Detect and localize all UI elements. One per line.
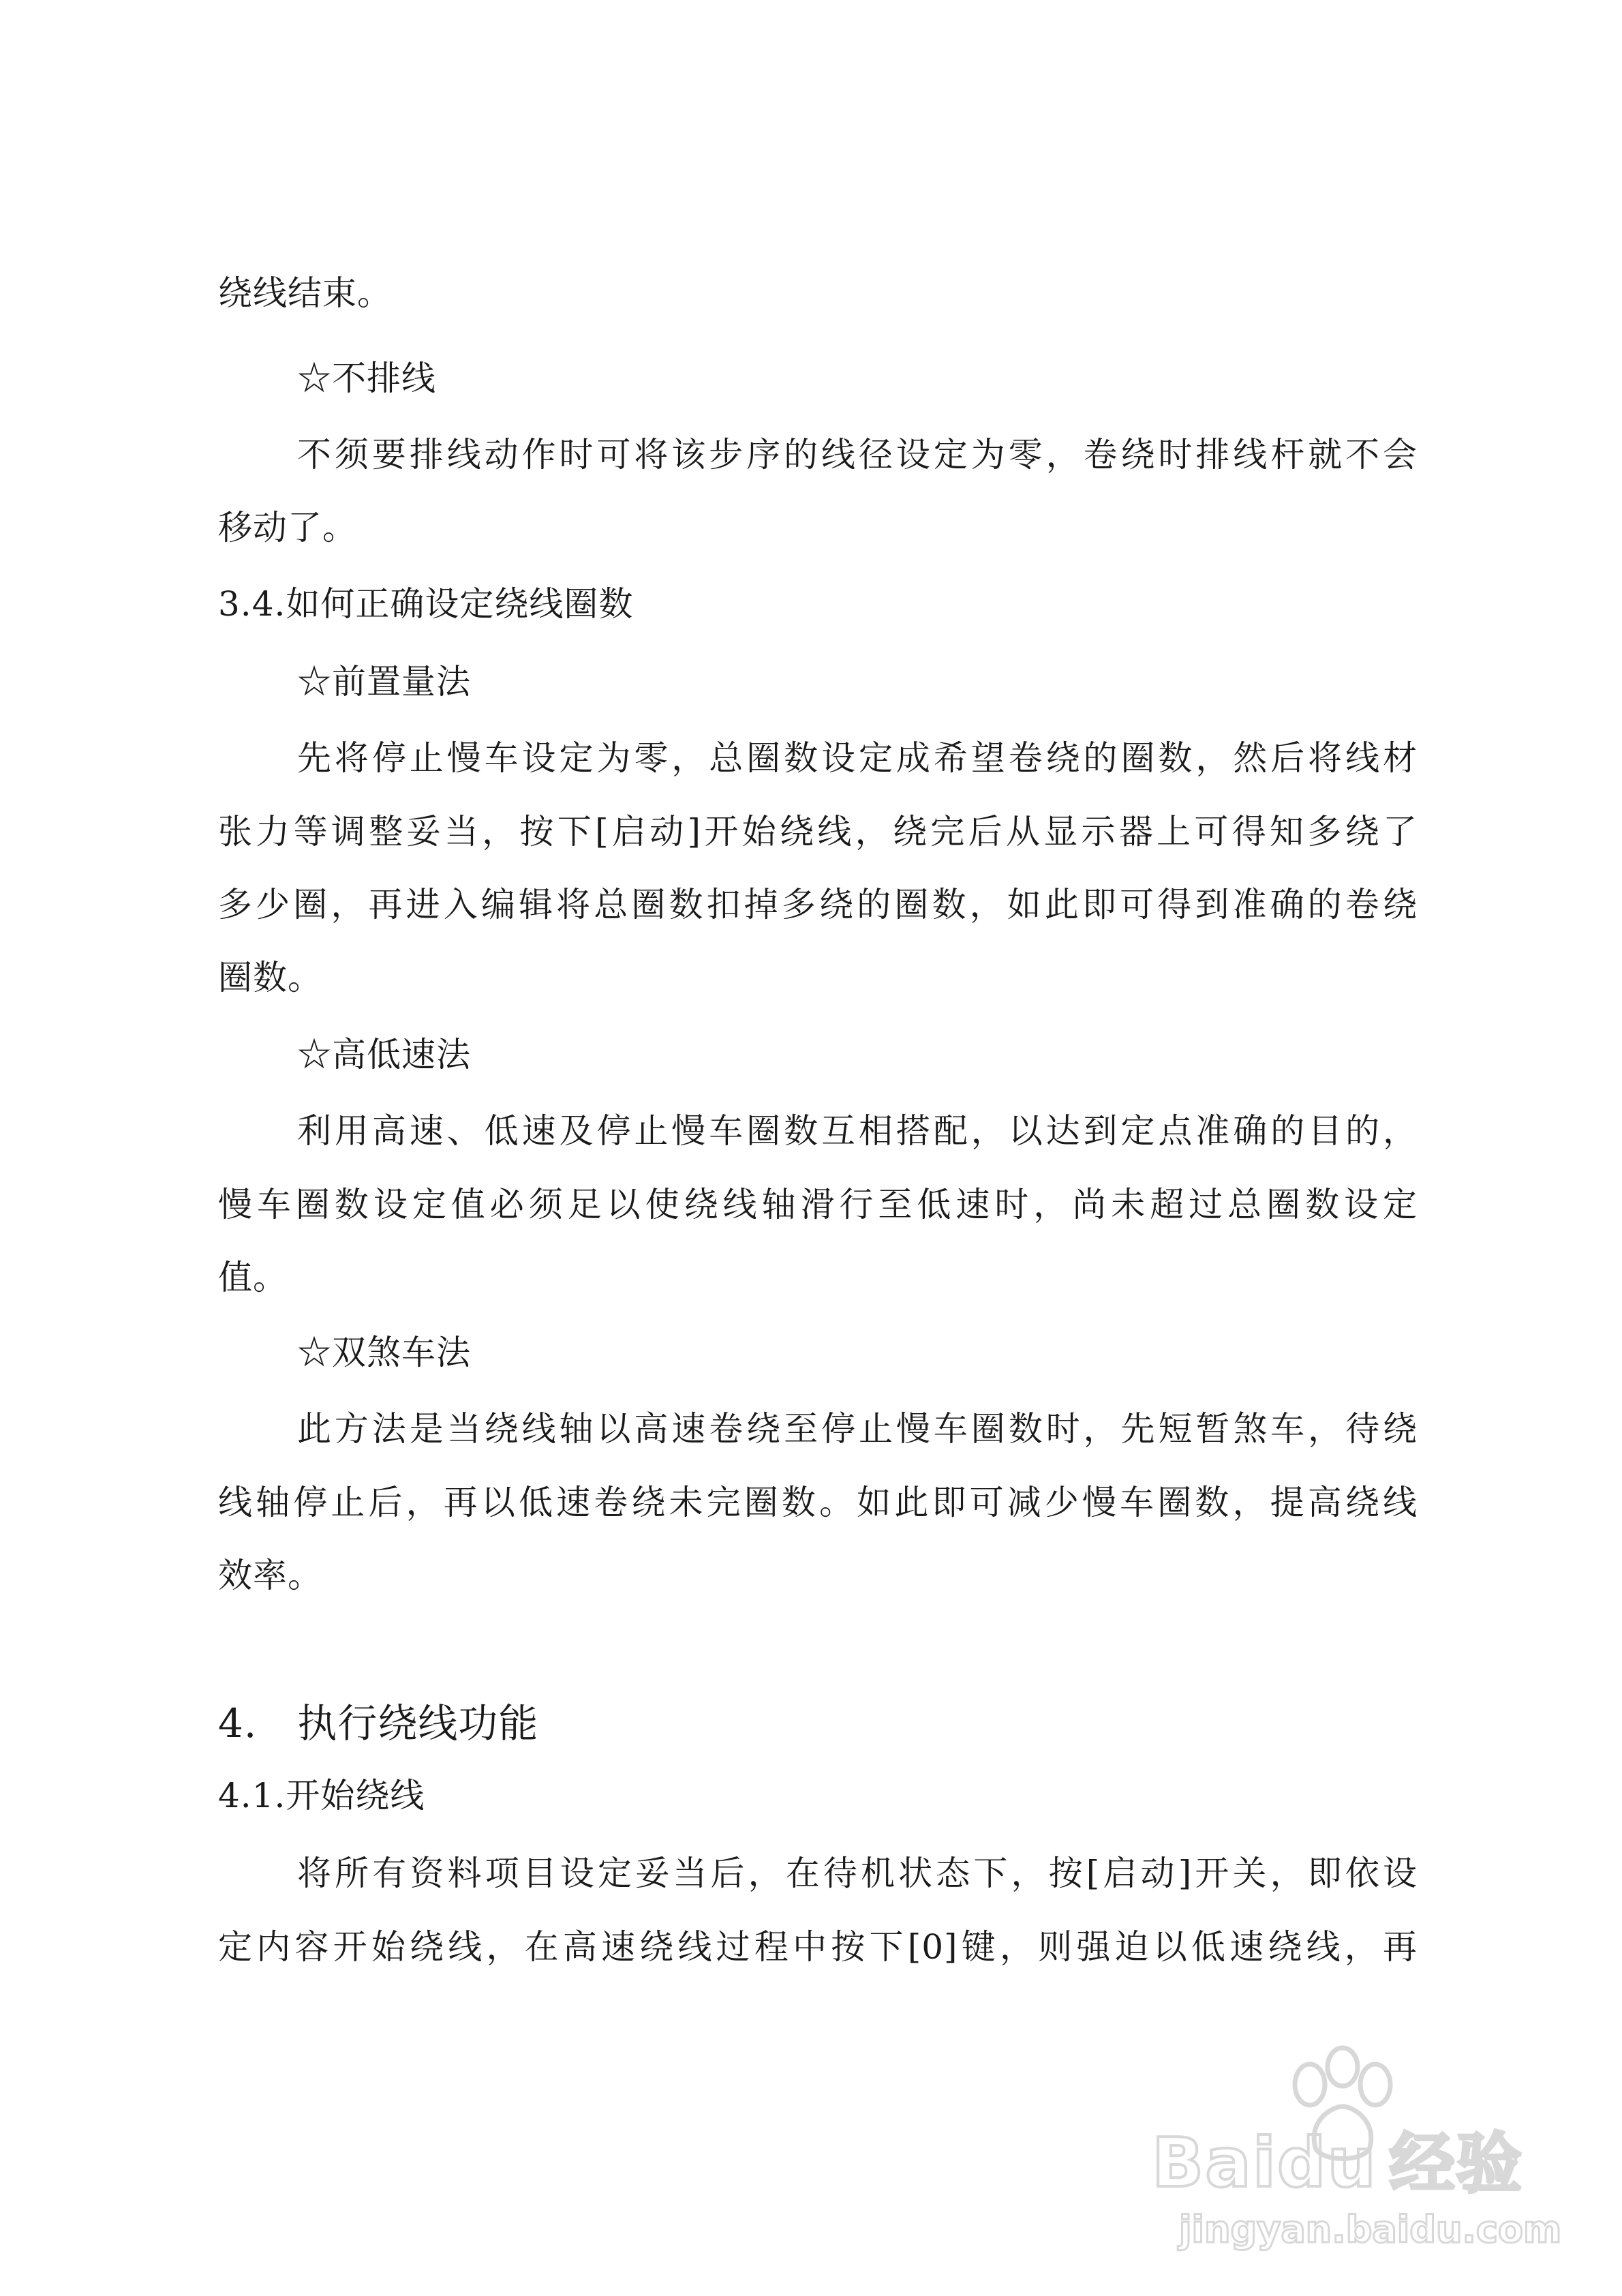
section-4-1-title: 4.1.开始绕线 <box>218 1776 425 1815</box>
baidu-jingyan-watermark <box>1152 2045 1562 2263</box>
watermark-brand <box>1152 2123 1533 2203</box>
text-line-7: 先将停止慢车设定为零，总圈数设定成希望卷绕的圈数，然后将线材 <box>297 738 1418 778</box>
section-4-title: 4. 执行绕线功能 <box>218 1700 539 1747</box>
text-line-12: 利用高速、低速及停止慢车圈数互相搭配，以达到定点准确的目的， <box>297 1111 1418 1151</box>
text-line-13: 慢车圈数设定值必须足以使绕线轴滑行至低速时，尚未超过总圈数设定 <box>218 1185 1418 1224</box>
text-line-14: 值。 <box>218 1258 288 1297</box>
text-line-3: 不须要排线动作时可将该步序的线径设定为零，卷绕时排线杆就不会 <box>297 435 1418 474</box>
watermark-brand-du: du <box>1276 2123 1377 2203</box>
heading-preset-method: ☆前置量法 <box>297 662 471 701</box>
text-line-10: 圈数。 <box>218 958 322 997</box>
heading-high-low-speed-method: ☆高低速法 <box>297 1035 471 1074</box>
section-3-4-title: 3.4.如何正确设定绕线圈数 <box>218 584 634 624</box>
text-line-9: 多少圈，再进入编辑将总圈数扣掉多绕的圈数，如此即可得到准确的卷绕 <box>218 885 1418 924</box>
heading-no-arrangement: ☆不排线 <box>297 359 436 398</box>
text-line-21: 将所有资料项目设定妥当后，在待机状态下，按[启动]开关，即依设 <box>297 1854 1418 1893</box>
text-line-4: 移动了。 <box>218 508 357 547</box>
watermark-brand-cn: 经验 <box>1389 2126 1523 2202</box>
watermark-brand-bai: Bai <box>1152 2123 1277 2203</box>
text-line-16: 此方法是当绕线轴以高速卷绕至停止慢车圈数时，先短暂煞车，待绕 <box>297 1409 1418 1449</box>
text-line-22: 定内容开始绕线，在高速绕线过程中按下[0]键，则强迫以低速绕线，再 <box>218 1927 1418 1967</box>
text-line-18: 效率。 <box>218 1556 322 1595</box>
text-line-8: 张力等调整妥当，按下[启动]开始绕线，绕完后从显示器上可得知多绕了 <box>218 812 1418 851</box>
text-line-1: 绕线结束。 <box>218 273 392 313</box>
heading-double-brake-method: ☆双煞车法 <box>297 1333 471 1372</box>
watermark-url: jingyan.baidu.com <box>1179 2208 1562 2251</box>
text-line-17: 线轴停止后，再以低速卷绕未完圈数。如此即可减少慢车圈数，提高绕线 <box>218 1483 1418 1522</box>
